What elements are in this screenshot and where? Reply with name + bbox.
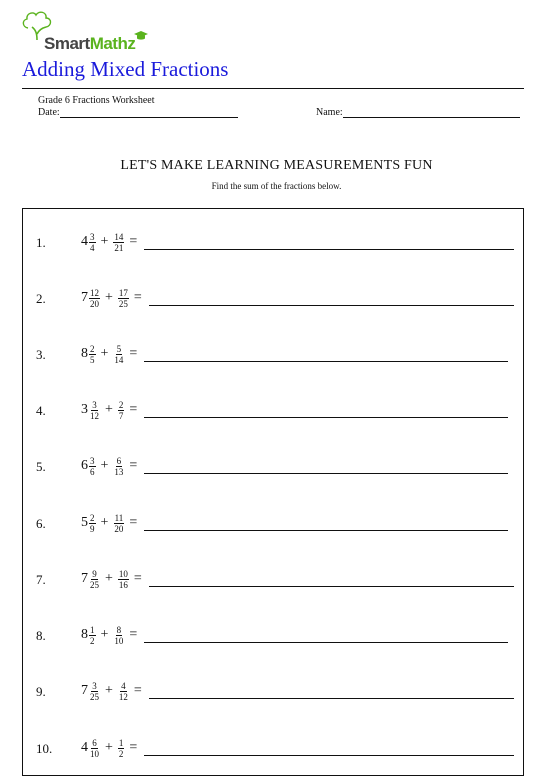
numerator: 4 (121, 680, 126, 691)
plus-sign: + (105, 402, 113, 417)
denominator: 25 (90, 579, 99, 590)
problem-row (23, 508, 525, 538)
plus-sign: + (100, 627, 109, 642)
problem-expression (81, 395, 141, 425)
fraction-2 (118, 681, 129, 702)
title-rule (22, 88, 524, 89)
equals-sign: = (129, 515, 138, 530)
plus-sign: + (100, 515, 109, 530)
fraction-2 (118, 400, 125, 421)
numerator: 12 (90, 287, 99, 298)
problem-number: 6. (36, 516, 46, 531)
numerator: 1 (118, 737, 124, 748)
graduation-cap-icon (134, 31, 148, 41)
whole-number: 5 (81, 515, 88, 530)
problem-expression (81, 733, 141, 763)
numerator: 10 (118, 568, 128, 579)
plus-sign: + (100, 458, 109, 473)
denominator: 6 (90, 466, 95, 477)
fraction-2 (113, 344, 124, 365)
problem-row (23, 451, 525, 481)
plus-sign: + (105, 740, 113, 755)
problem-number: 5. (36, 459, 46, 474)
denominator: 14 (114, 354, 124, 365)
problem-row (23, 227, 525, 257)
equals-sign: = (129, 346, 138, 361)
answer-line[interactable] (144, 755, 514, 756)
plus-sign: + (105, 683, 113, 698)
problem-expression (81, 227, 141, 257)
plus-sign: + (100, 346, 109, 361)
problems-box (22, 208, 524, 776)
answer-line[interactable] (144, 249, 514, 250)
equals-sign: = (129, 740, 138, 755)
denominator: 4 (90, 242, 95, 253)
problem-number: 1. (36, 235, 46, 250)
numerator: 1 (90, 624, 95, 635)
problem-expression (81, 564, 146, 594)
fraction-2 (118, 288, 129, 309)
logo-smart: Smart (44, 34, 90, 53)
logo-text (44, 34, 135, 54)
numerator: 3 (90, 455, 95, 466)
whole-number: 7 (81, 290, 88, 305)
problem-number: 10. (36, 741, 53, 756)
problem-number: 2. (36, 291, 46, 306)
answer-line[interactable] (149, 586, 514, 587)
fraction-1 (89, 344, 96, 365)
problem-expression (81, 451, 141, 481)
page-title: Adding Mixed Fractions (22, 57, 229, 81)
problem-number: 3. (36, 347, 46, 362)
fraction-1 (89, 569, 100, 590)
problem-expression (81, 676, 146, 706)
answer-line[interactable] (144, 417, 508, 418)
equals-sign: = (133, 290, 142, 305)
problem-expression (81, 508, 141, 538)
problem-row (23, 339, 525, 369)
plus-sign: + (100, 234, 109, 249)
denominator: 25 (90, 691, 99, 702)
problem-row (23, 564, 525, 594)
denominator: 12 (118, 691, 128, 702)
denominator: 20 (90, 298, 99, 309)
numerator: 17 (118, 287, 128, 298)
fraction-1 (89, 400, 100, 421)
fraction-1 (89, 288, 100, 309)
answer-line[interactable] (144, 473, 508, 474)
fraction-2 (118, 738, 125, 759)
date-label: Date: (38, 107, 60, 118)
whole-number: 4 (81, 234, 88, 249)
worksheet-heading: LET'S MAKE LEARNING MEASUREMENTS FUN (120, 158, 433, 173)
fraction-1 (89, 681, 100, 702)
denominator: 16 (118, 579, 128, 590)
fraction-2 (113, 232, 124, 253)
whole-number: 8 (81, 627, 88, 642)
plus-sign: + (105, 290, 113, 305)
denominator: 7 (118, 410, 124, 421)
fraction-2 (118, 569, 129, 590)
problem-expression (81, 283, 146, 313)
fraction-2 (113, 513, 124, 534)
denominator: 25 (118, 298, 128, 309)
numerator: 6 (116, 455, 122, 466)
denominator: 2 (90, 635, 95, 646)
denominator: 10 (90, 748, 99, 759)
whole-number: 3 (81, 402, 88, 417)
plus-sign: + (105, 571, 113, 586)
worksheet-label: Grade 6 Fractions Worksheet (38, 95, 155, 106)
denominator: 5 (90, 354, 95, 365)
numerator: 3 (92, 680, 97, 691)
problem-number: 4. (36, 403, 46, 418)
denominator: 9 (90, 523, 95, 534)
answer-line[interactable] (149, 698, 514, 699)
name-line (343, 107, 520, 118)
numerator: 2 (118, 399, 124, 410)
denominator: 10 (114, 635, 124, 646)
fraction-1 (89, 456, 96, 477)
name-field (316, 107, 520, 118)
equals-sign: = (129, 627, 138, 642)
denominator: 20 (114, 523, 124, 534)
numerator: 2 (90, 343, 95, 354)
numerator: 6 (92, 737, 97, 748)
denominator: 2 (118, 748, 124, 759)
problem-row (23, 620, 525, 650)
equals-sign: = (133, 683, 142, 698)
problem-expression (81, 620, 141, 650)
name-label: Name: (316, 107, 343, 118)
whole-number: 6 (81, 458, 88, 473)
numerator: 3 (92, 399, 97, 410)
problem-expression (81, 339, 141, 369)
answer-line[interactable] (144, 361, 508, 362)
denominator: 21 (114, 242, 124, 253)
problem-row (23, 395, 525, 425)
fraction-1 (89, 738, 100, 759)
problem-number: 7. (36, 572, 46, 587)
numerator: 9 (92, 568, 97, 579)
whole-number: 7 (81, 683, 88, 698)
numerator: 3 (90, 231, 95, 242)
problem-row (23, 676, 525, 706)
fraction-1 (89, 513, 96, 534)
answer-line[interactable] (144, 530, 508, 531)
date-line (60, 107, 238, 118)
problem-row (23, 283, 525, 313)
fraction-1 (89, 625, 96, 646)
logo-mathz: Mathz (89, 34, 136, 53)
instructions: Find the sum of the fractions below. (211, 181, 342, 191)
numerator: 8 (116, 624, 122, 635)
equals-sign: = (129, 234, 138, 249)
problem-row (23, 733, 525, 763)
whole-number: 4 (81, 740, 88, 755)
equals-sign: = (129, 458, 138, 473)
answer-line[interactable] (144, 642, 508, 643)
answer-line[interactable] (149, 305, 514, 306)
problem-number: 9. (36, 684, 46, 699)
logo (20, 10, 160, 55)
equals-sign: = (133, 571, 142, 586)
whole-number: 7 (81, 571, 88, 586)
numerator: 2 (90, 512, 95, 523)
denominator: 13 (114, 466, 124, 477)
denominator: 12 (90, 410, 99, 421)
whole-number: 8 (81, 346, 88, 361)
equals-sign: = (129, 402, 138, 417)
problem-number: 8. (36, 628, 46, 643)
numerator: 11 (114, 512, 124, 523)
fraction-1 (89, 232, 96, 253)
fraction-2 (113, 456, 124, 477)
date-field (38, 107, 238, 118)
fraction-2 (113, 625, 124, 646)
numerator: 14 (114, 231, 124, 242)
numerator: 5 (116, 343, 122, 354)
